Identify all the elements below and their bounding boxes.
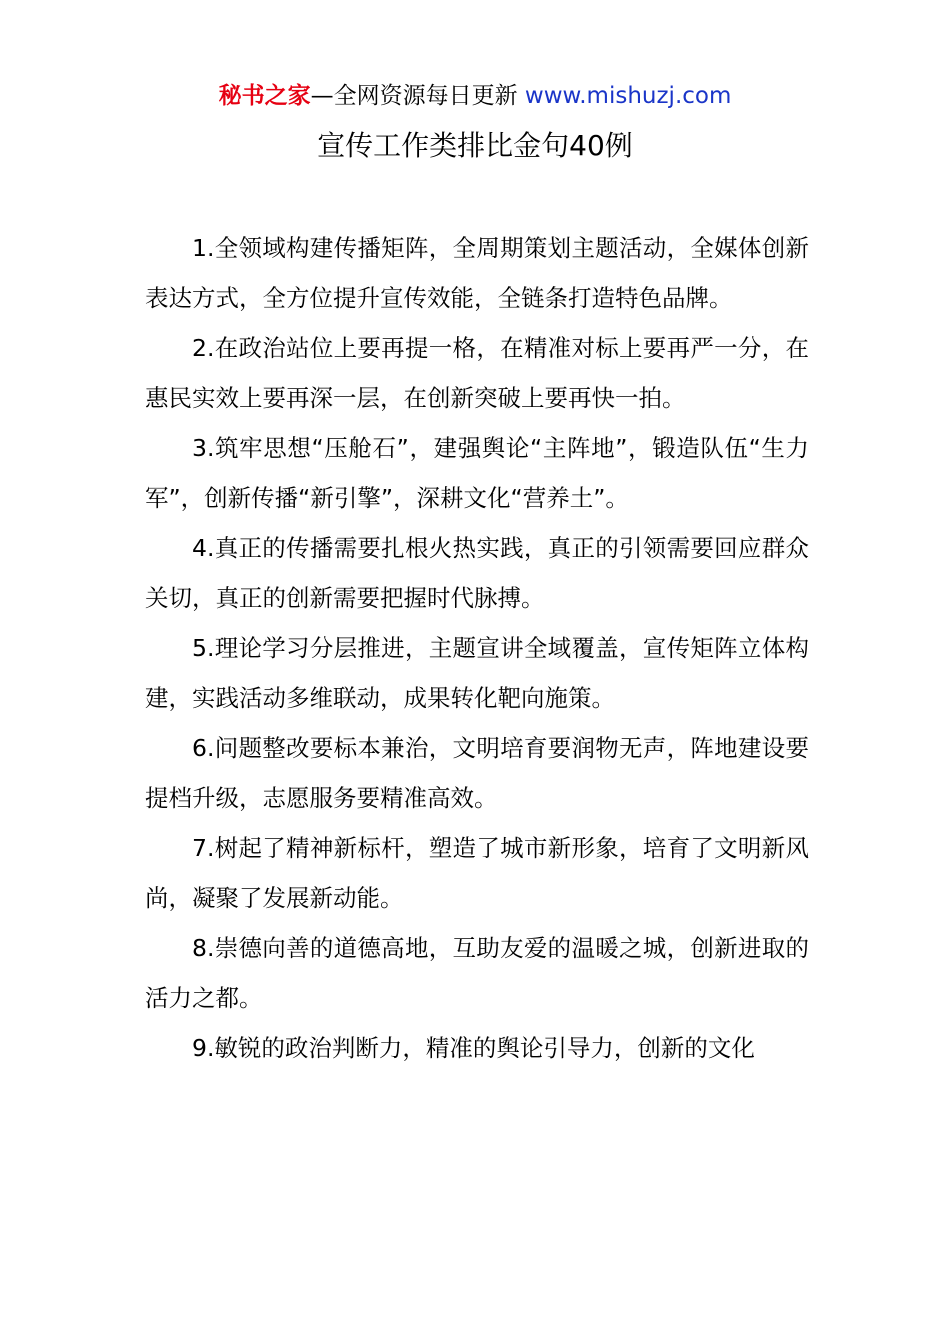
site-brand: 秘书之家 <box>218 83 311 109</box>
site-url-link[interactable]: www.mishuzj.com <box>524 83 732 109</box>
paragraph-8: 8.崇德向善的道德高地，互助友爱的温暖之城，创新进取的活力之都。 <box>145 934 809 1012</box>
paragraph-2: 2.在政治站位上要再提一格，在精准对标上要再严一分，在惠民实效上要再深一层，在创新突破上要再快一拍。 <box>145 334 809 412</box>
document-body <box>145 223 809 1073</box>
paragraph-9: 9.敏锐的政治判断力，精准的舆论引导力，创新的文化 <box>192 1034 755 1062</box>
paragraph-4: 4.真正的传播需要扎根火热实践，真正的引领需要回应群众关切，真正的创新需要把握时代脉搏。 <box>145 534 809 612</box>
document-title: 宣传工作类排比金句40例 <box>317 129 633 162</box>
site-header <box>0 80 950 112</box>
site-tagline: —全网资源每日更新 <box>310 83 518 109</box>
paragraph-6: 6.问题整改要标本兼治，文明培育要润物无声，阵地建设要提档升级，志愿服务要精准高效。 <box>145 734 809 812</box>
paragraph-7: 7.树起了精神新标杆，塑造了城市新形象，培育了文明新风尚，凝聚了发展新动能。 <box>145 834 809 912</box>
paragraph-3: 3.筑牢思想“压舱石”，建强舆论“主阵地”，锻造队伍“生力军”，创新传播“新引擎”，深耕文化“营养土”。 <box>145 434 809 512</box>
paragraph-1: 1.全领域构建传播矩阵，全周期策划主题活动，全媒体创新表达方式，全方位提升宣传效能，全链条打造特色品牌。 <box>145 234 809 312</box>
paragraph-5: 5.理论学习分层推进，主题宣讲全域覆盖，宣传矩阵立体构建，实践活动多维联动，成果转化靶向施策。 <box>145 634 809 712</box>
